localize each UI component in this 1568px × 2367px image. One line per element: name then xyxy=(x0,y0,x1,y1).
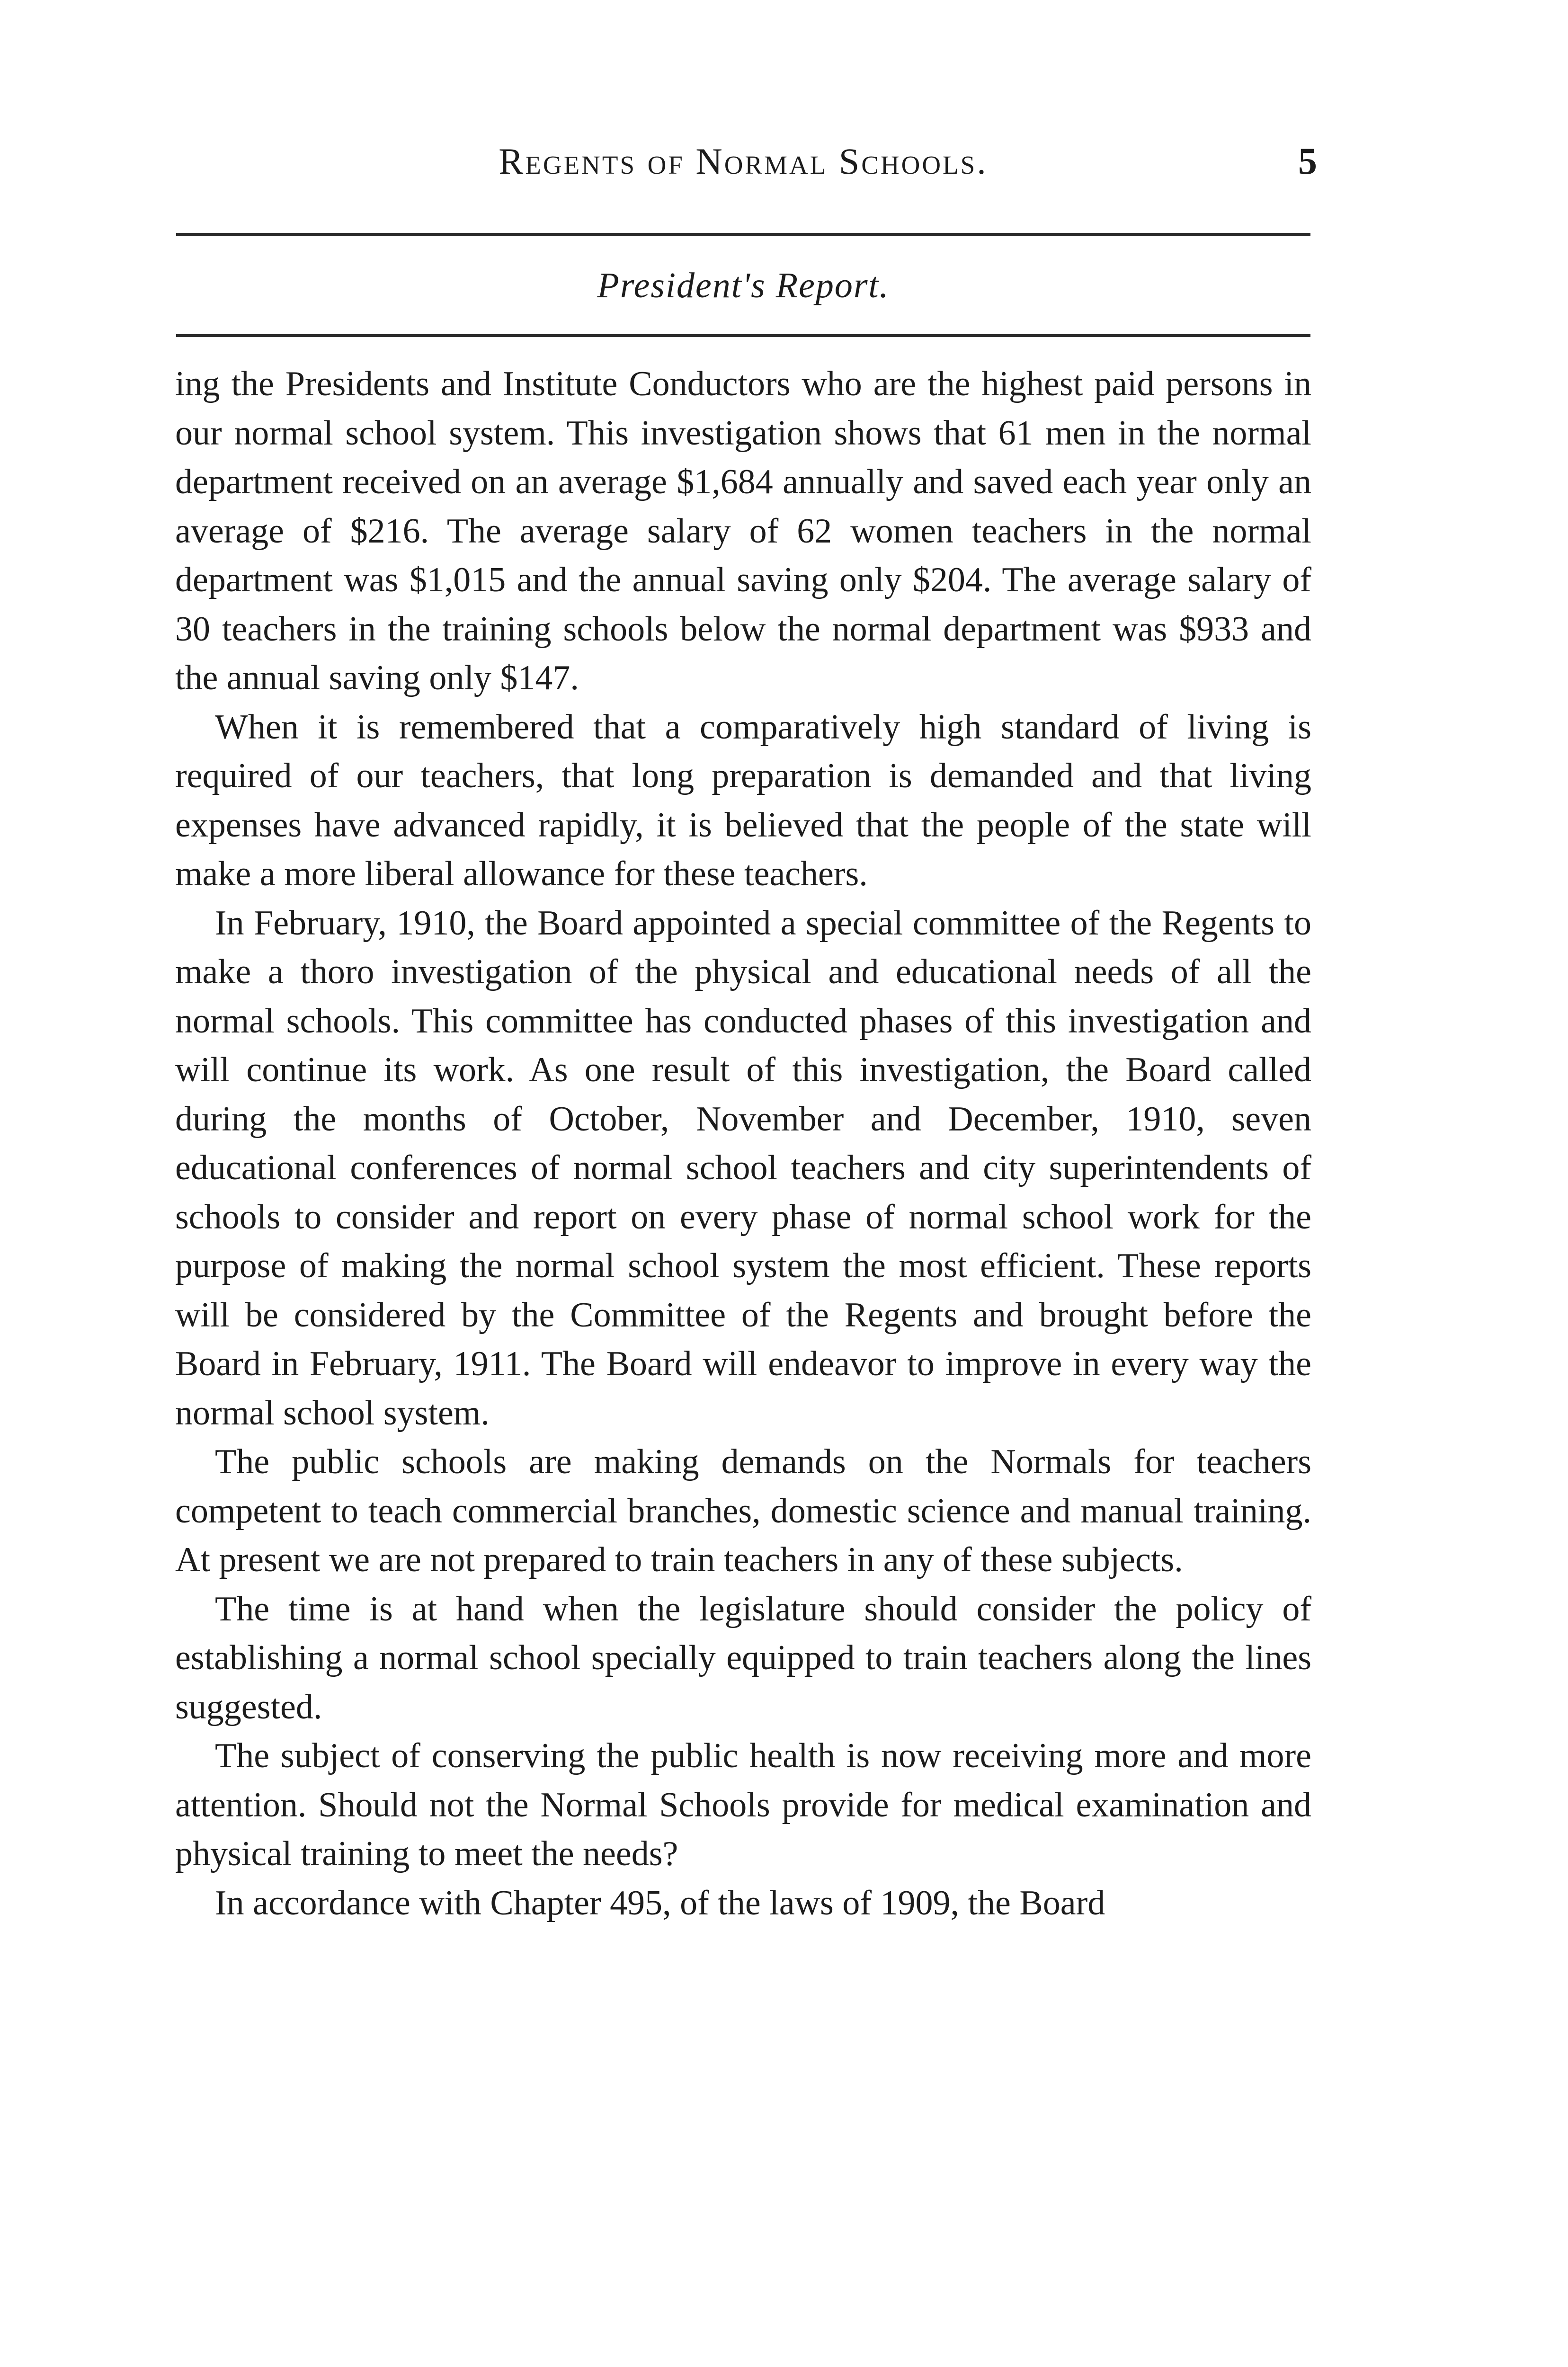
header-rule-bottom xyxy=(176,334,1310,337)
paragraph: When it is remembered that a comparatively high standard of living is required of our teachers, that long preparation is demanded and that living expenses have advanced rapidly, it is believed that the people of the state will make a more liberal allowance for these teachers. xyxy=(175,707,1311,893)
paragraph: The subject of conserving the public health is now receiving more and more attention. Should not the Normal Schools provide for medical examination and physical training to meet the needs? xyxy=(175,1736,1311,1873)
page-number: 5 xyxy=(1298,141,1317,182)
paragraph-truncated: In accordance with Chapter 495, of the laws of 1909, the Board xyxy=(215,1883,1105,1922)
section-title: President's Report. xyxy=(597,266,890,305)
paragraph-continued: ing the Presidents and Institute Conductors who are the highest paid persons in our normal school system. This investigation shows that 61 men in the normal department received on an average $1,684 annually and saved each year only an average of $216. The average salary of 62 women teachers in the normal department was $1,015 and the annual saving only $204. The average salary of 30 teachers in the training schools below the normal department was $933 and the annual saving only $147. xyxy=(175,365,1311,697)
running-head-title: Regents of Normal Schools. xyxy=(499,141,988,182)
header-rule-top xyxy=(176,233,1310,236)
body-text xyxy=(175,360,1311,1928)
paragraph: In February, 1910, the Board appointed a special committee of the Regents to make a thoro investigation of the physical and educational needs of all the normal schools. This committee has conducted phases of this investigation and will continue its work. As one result of this investigation, the Board called during the months of October, November and December, 1910, seven educational conferences of normal school teachers and city superintendents of schools to consider and report on every phase of normal school work for the purpose of making the normal school system the most efficient. These reports will be considered by the Committee of the Regents and brought before the Board in February, 1911. The Board will endeavor to improve in every way the normal school system. xyxy=(175,903,1311,1433)
paragraph: The public schools are making demands on the Normals for teachers competent to teach commercial branches, domestic science and manual training. At present we are not prepared to train teachers in any of these subjects. xyxy=(175,1442,1311,1579)
paragraph: The time is at hand when the legislature should consider the policy of establishing a normal school specially equipped to train teachers along the lines suggested. xyxy=(175,1589,1311,1726)
